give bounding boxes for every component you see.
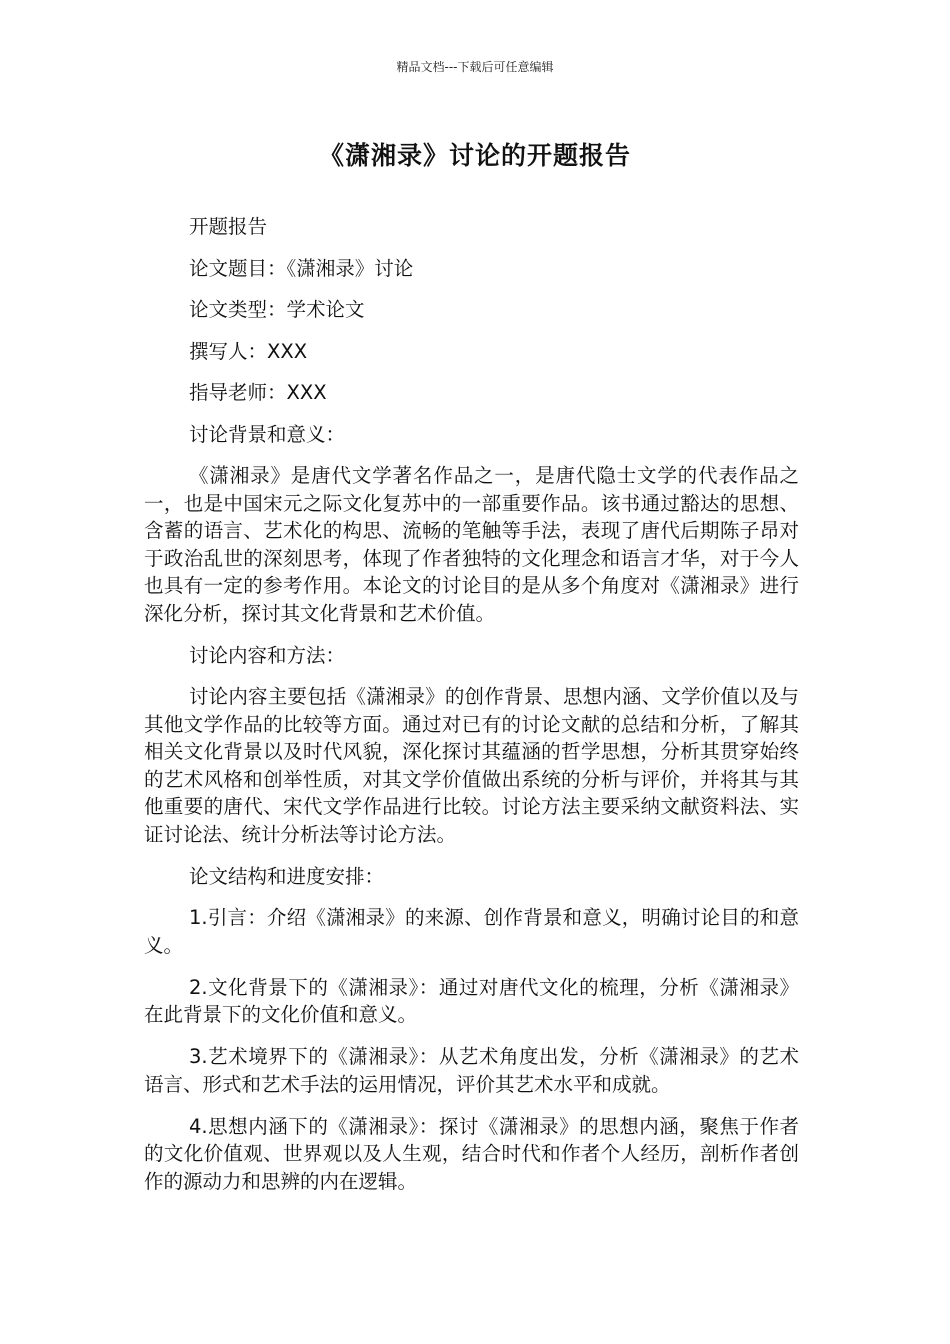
structure-heading: 论文结构和进度安排： [189, 864, 385, 888]
structure-item: 2.文化背景下的《潇湘录》：通过对唐代文化的梳理，分析《潇湘录》在此背景下的文化价值和意义。 [144, 975, 799, 1026]
background-heading: 讨论背景和意义： [189, 422, 346, 446]
structure-item: 4.思想内涵下的《潇湘录》：探讨《潇湘录》的思想内涵，聚焦于作者的文化价值观、世界观以及人生观，结合时代和作者个人经历，剖析作者创作的源动力和思辨的内在逻辑。 [144, 1114, 799, 1193]
type-line: 论文类型：学术论文 [189, 298, 365, 321]
methods-heading: 讨论内容和方法： [189, 643, 346, 667]
background-paragraph: 《潇湘录》是唐代文学著名作品之一，是唐代隐士文学的代表作品之一，也是中国宋元之际文化复苏中的一部重要作品。该书通过豁达的思想、含蓄的语言、艺术化的构思、流畅的笔触等手法，表现了唐代后期陈子昂对于政治乱世的深刻思考，体现了作者独特的文化理念和语言才华，对于今人也具有一定的参考作用。本论文的讨论目的是从多个角度对《潇湘录》进行深化分析，探讨其文化背景和艺术价值。 [144, 464, 799, 625]
structure-item: 1.引言：介绍《潇湘录》的来源、创作背景和意义，明确讨论目的和意义。 [144, 906, 799, 957]
topic-line: 论文题目：《潇湘录》讨论 [189, 256, 414, 280]
author-line: 撰写人：XXX [189, 339, 308, 363]
report-label: 开题报告 [189, 215, 268, 238]
methods-paragraph: 讨论内容主要包括《潇湘录》的创作背景、思想内涵、文学价值以及与其他文学作品的比较等方面。通过对已有的讨论文献的总结和分析，了解其相关文化背景以及时代风貌，深化探讨其蕴涵的哲学思想，分析其贯穿始终的艺术风格和创举性质，对其文学价值做出系统的分析与评价，并将其与其他重要的唐代、宋代文学作品进行比较。讨论方法主要采纳文献资料法、实证讨论法、统计分析法等讨论方法。 [144, 685, 799, 846]
structure-item: 3.艺术境界下的《潇湘录》：从艺术角度出发，分析《潇湘录》的艺术语言、形式和艺术手法的运用情况，评价其艺术水平和成就。 [144, 1045, 799, 1096]
advisor-line: 指导老师：XXX [189, 381, 327, 404]
document-title: 《潇湘录》讨论的开题报告 [318, 141, 631, 170]
document-body [144, 213, 799, 1210]
header-note: 精品文档---下载后可任意编辑 [396, 60, 554, 74]
